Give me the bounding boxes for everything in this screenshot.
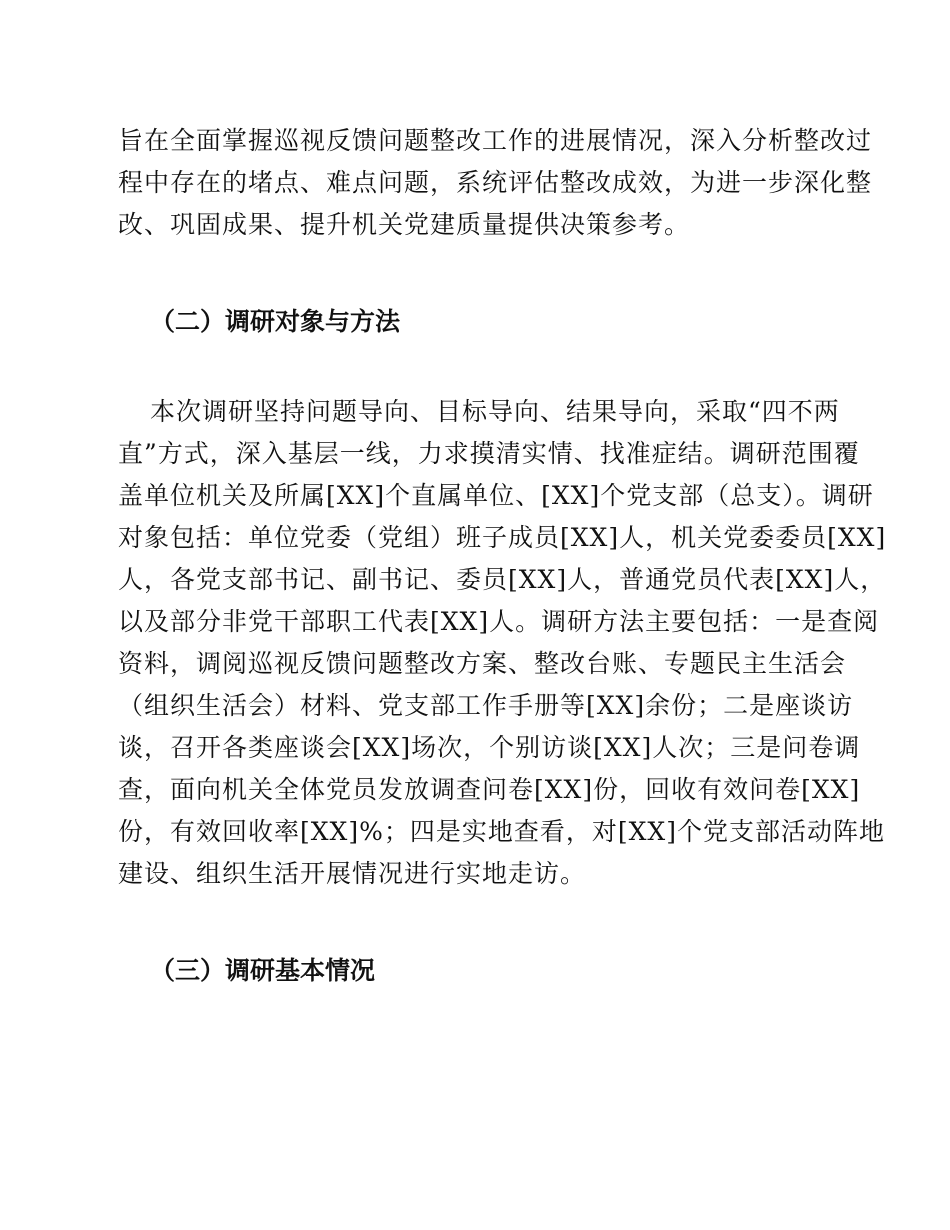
section-2-line-12: 建设、组织生活开展情况进行实地走访。 [118,859,587,888]
section-2-line-9: 谈，召开各类座谈会[XX]场次，个别访谈[XX]人次；三是问卷调 [118,733,861,762]
section-2-line-11: 份，有效回收率[XX]%；四是实地查看，对[XX]个党支部活动阵地 [118,817,885,846]
section-2-line-10: 查，面向机关全体党员发放调查问卷[XX]份，回收有效问卷[XX] [118,775,861,804]
section-2-line-4: 对象包括：单位党委（党组）班子成员[XX]人，机关党委委员[XX] [118,523,887,552]
section-2-line-6: 以及部分非党干部职工代表[XX]人。调研方法主要包括：一是查阅 [118,607,880,636]
intro-line-2: 程中存在的堵点、难点问题，系统评估整改成效，为进一步深化整 [118,168,873,197]
section-2-line-3: 盖单位机关及所属[XX]个直属单位、[XX]个党支部（总支）。调研 [118,481,874,510]
section-2-line-8: （组织生活会）材料、党支部工作手册等[XX]余份；二是座谈访 [118,691,854,720]
section-3-heading: （三）调研基本情况 [150,956,376,985]
section-2-line-2: 直”方式，深入基层一线，力求摸清实情、找准症结。调研范围覆 [118,439,860,468]
section-2-line-1: 本次调研坚持问题导向、目标导向、结果导向，采取“四不两 [150,397,840,426]
section-2-heading: （二）调研对象与方法 [150,307,401,336]
intro-line-3: 改、巩固成果、提升机关党建质量提供决策参考。 [118,210,691,239]
intro-line-1: 旨在全面掌握巡视反馈问题整改工作的进展情况，深入分析整改过 [118,126,873,155]
section-2-line-7: 资料，调阅巡视反馈问题整改方案、整改台账、专题民主生活会 [118,649,847,678]
section-2-line-5: 人，各党支部书记、副书记、委员[XX]人，普通党员代表[XX]人， [118,565,887,594]
